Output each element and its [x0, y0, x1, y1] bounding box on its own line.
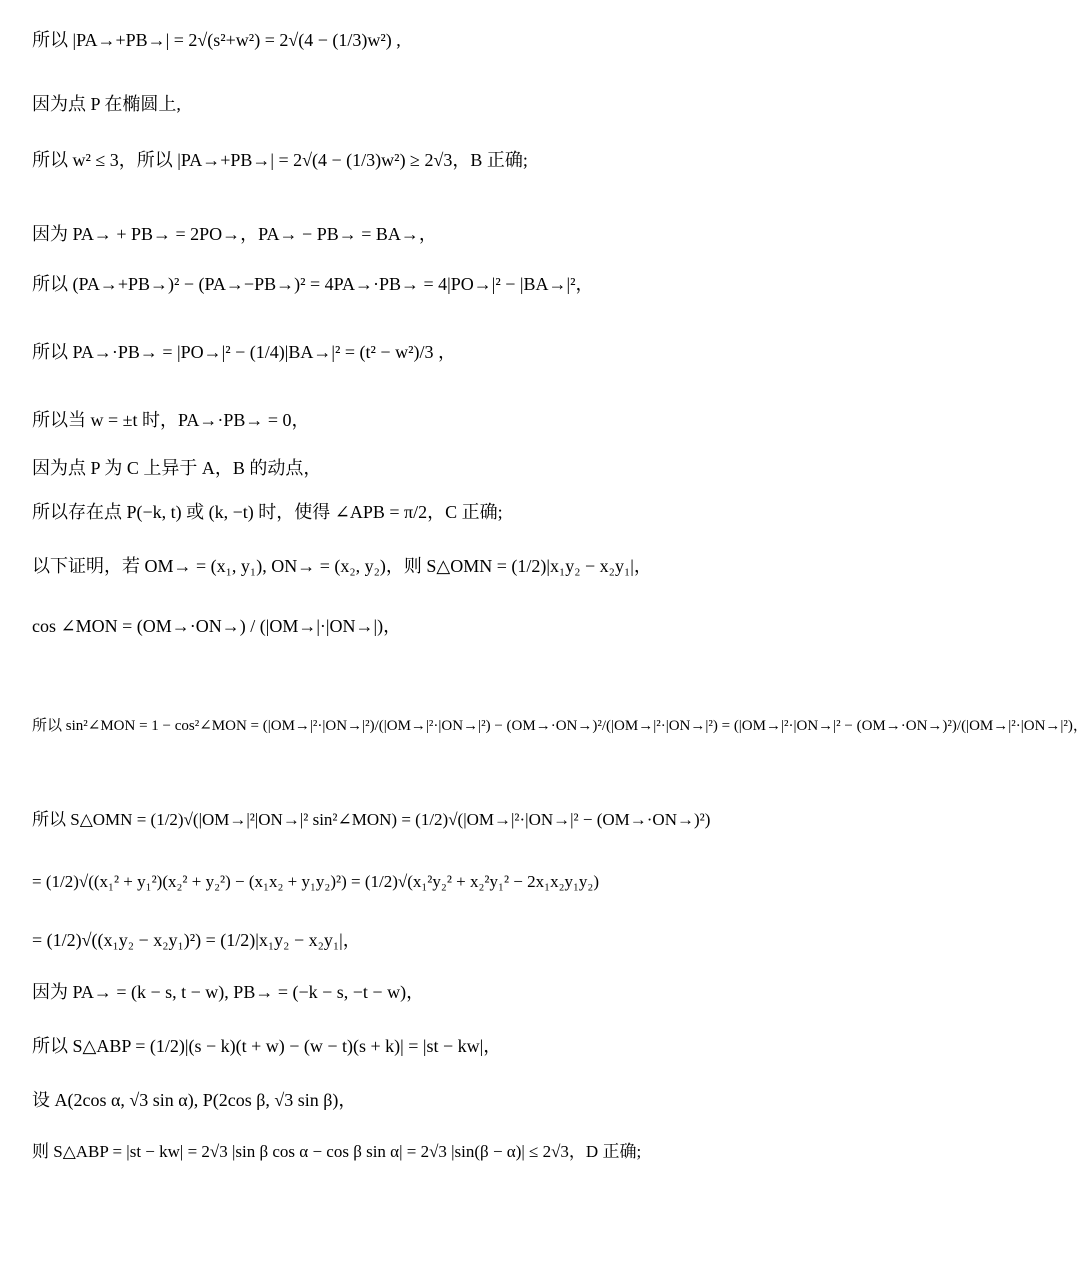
math-line-17: 所以 S△ABP = (1/2)|(s − k)(t + w) − (w − t)(s + k)| = |st − kw|，: [32, 1036, 502, 1056]
math-line-7: 所以当 w = ±t 时，PA→·PB→ = 0，: [32, 410, 310, 430]
math-line-3: 所以 w² ≤ 3，所以 |PA→+PB→| = 2√(4 − (1/3)w²) ≥ 2√3，B 正确;: [32, 150, 528, 170]
math-line-16: 因为 PA→ = (k − s, t − w), PB→ = (−k − s, −t − w)，: [32, 982, 425, 1002]
math-line-13: 所以 S△OMN = (1/2)√(|OM→|²|ON→|² sin²∠MON) = (1/2)√(|OM→|²·|ON→|² − (OM→·ON→)²): [32, 810, 711, 829]
math-line-1: 所以 |PA→+PB→| = 2√(s²+w²) = 2√(4 − (1/3)w²) ,: [32, 30, 401, 50]
math-line-11: cos ∠MON = (OM→·ON→) / (|OM→|·|ON→|)，: [32, 616, 402, 636]
math-line-4: 因为 PA→ + PB→ = 2PO→，PA→ − PB→ = BA→，: [32, 224, 437, 244]
math-line-5: 所以 (PA→+PB→)² − (PA→−PB→)² = 4PA→·PB→ = 4|PO→|² − |BA→|²，: [32, 274, 594, 294]
math-line-2: 因为点 P 在椭圆上,: [32, 94, 181, 114]
math-line-9: 所以存在点 P(−k, t) 或 (k, −t) 时，使得 ∠APB = π/2，C 正确;: [32, 502, 503, 522]
math-line-15: = (1/2)√((x₁y₂ − x₂y₁)²) = (1/2)|x₁y₂ − x₂y₁|，: [32, 930, 361, 950]
math-line-18: 设 A(2cos α, √3 sin α), P(2cos β, √3 sin β)，: [32, 1090, 357, 1110]
math-line-19: 则 S△ABP = |st − kw| = 2√3 |sin β cos α − cos β sin α| = 2√3 |sin(β − α)| ≤ 2√3，D 正确;: [32, 1142, 642, 1161]
math-line-12: 所以 sin²∠MON = 1 − cos²∠MON = (|OM→|²·|ON→|²)/(|OM→|²·|ON→|²) − (OM→·ON→)²/(|OM→|²·|ON→|²) = (|OM→|²·|ON→|² − (OM→·ON→)²)/(|OM→|²·|ON→|²)，: [32, 718, 1088, 734]
math-line-14: = (1/2)√((x₁² + y₁²)(x₂² + y₂²) − (x₁x₂ + y₁y₂)²) = (1/2)√(x₁²y₂² + x₂²y₁² − 2x₁x₂y₁y₂): [32, 872, 600, 891]
math-line-6: 所以 PA→·PB→ = |PO→|² − (1/4)|BA→|² = (t² − w²)/3 ，: [32, 342, 456, 362]
math-line-10: 以下证明，若 OM→ = (x₁, y₁), ON→ = (x₂, y₂)，则 S△OMN = (1/2)|x₁y₂ − x₂y₁|，: [32, 556, 652, 576]
math-line-8: 因为点 P 为 C 上异于 A，B 的动点，: [32, 458, 322, 478]
